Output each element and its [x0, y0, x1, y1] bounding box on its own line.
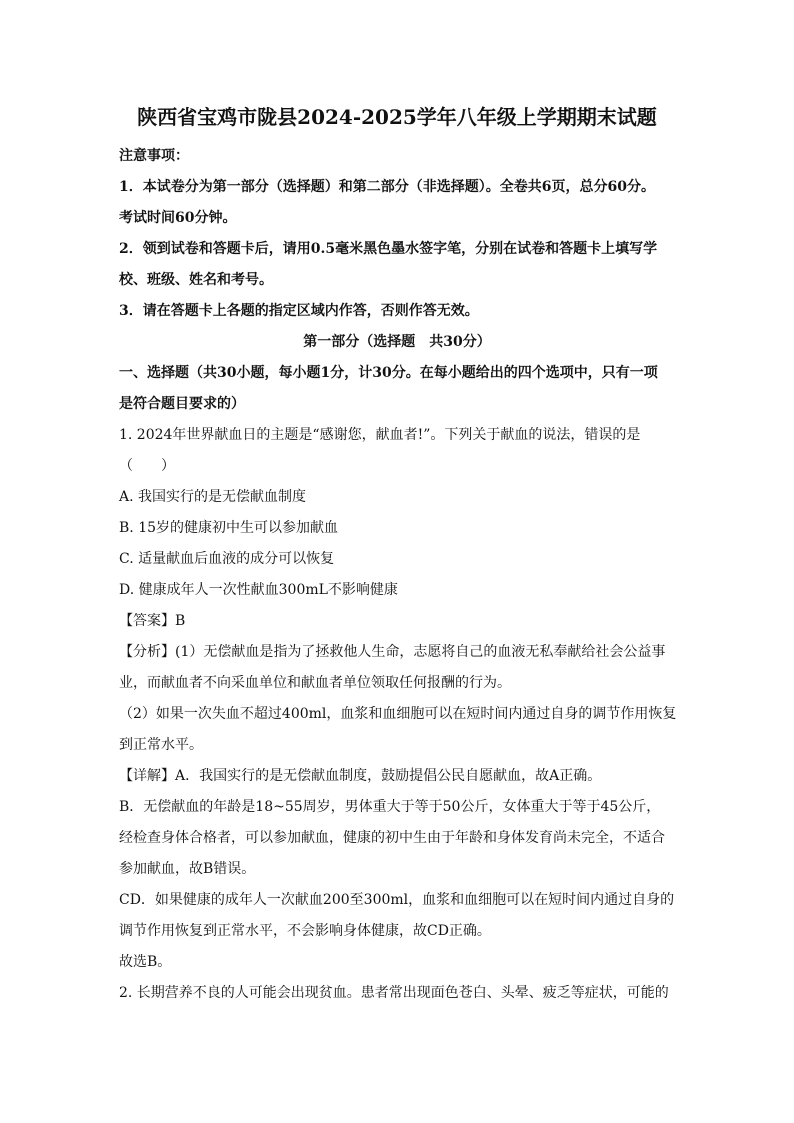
detail-line-6: 调节作用恢复到正常水平，不会影响身体健康，故CD正确。 — [119, 923, 491, 939]
detail-line-5: CD．如果健康的成年人一次献血200至300ml，血浆和血细胞可以在短时间内通过自身的 — [119, 892, 675, 908]
section-heading-line-2: 是符合题目要求的） — [119, 396, 245, 412]
question-1-option-b: B. 15岁的健康初中生可以参加献血 — [119, 520, 339, 536]
detail-line-3: 经检查身体合格者，可以参加献血，健康的初中生由于年龄和身体发育尚未完全，不适合 — [119, 830, 665, 846]
question-1-option-a: A. 我国实行的是无偿献血制度 — [119, 489, 307, 505]
question-1-option-d: D. 健康成年人一次性献血300mL不影响健康 — [119, 582, 398, 598]
detail-line-2: B．无偿献血的年龄是18~55周岁，男体重大于等于50公斤，女体重大于等于45公斤， — [119, 799, 661, 815]
detail-line-7: 故选B。 — [119, 954, 172, 970]
part-heading: 第一部分（选择题 共30分） — [303, 334, 491, 350]
notice-heading: 注意事项： — [119, 148, 189, 164]
analysis-line-1: 【分析】(1）无偿献血是指为了拯救他人生命，志愿将自己的血液无私奉献给社会公益事 — [119, 644, 666, 660]
section-heading-line-1: 一、选择题（共30小题，每小题1分，计30分。在每小题给出的四个选项中，只有一项 — [119, 365, 658, 381]
question-1-stem: 1. 2024年世界献血日的主题是“感谢您，献血者!”。下列关于献血的说法，错误的是 — [119, 427, 641, 443]
analysis-line-4: 到正常水平。 — [119, 737, 203, 753]
notice-line-4: 校、班级、姓名和考号。 — [119, 272, 273, 288]
question-1-answer: 【答案】B — [119, 613, 186, 629]
analysis-line-2: 业，而献血者不向采血单位和献血者单位领取任何报酬的行为。 — [119, 675, 511, 691]
notice-line-3: 2．领到试卷和答题卡后，请用0.5毫米黑色墨水签字笔，分别在试卷和答题卡上填写学 — [119, 241, 658, 257]
notice-line-5: 3．请在答题卡上各题的指定区域内作答，否则作答无效。 — [119, 303, 479, 319]
analysis-line-3: （2）如果一次失血不超过400ml，血浆和血细胞可以在短时间内通过自身的调节作用恢复 — [119, 706, 677, 722]
document-title: 陕西省宝鸡市陇县2024-2025学年八年级上学期期末试题 — [137, 105, 657, 129]
question-2-stem: 2. 长期营养不良的人可能会出现贫血。患者常出现面色苍白、头晕、疲乏等症状，可能的 — [119, 985, 669, 1001]
notice-line-2: 考试时间60分钟。 — [119, 210, 237, 226]
notice-line-1: 1．本试卷分为第一部分（选择题）和第二部分（非选择题）。全卷共6页，总分60分。 — [119, 179, 655, 195]
question-1-option-c: C. 适量献血后血液的成分可以恢复 — [119, 551, 335, 567]
detail-line-4: 参加献血，故B错误。 — [119, 861, 256, 877]
detail-line-1: 【详解】A．我国实行的是无偿献血制度，鼓励提倡公民自愿献血，故A正确。 — [119, 768, 602, 784]
question-1-blank: （ ） — [119, 458, 175, 474]
